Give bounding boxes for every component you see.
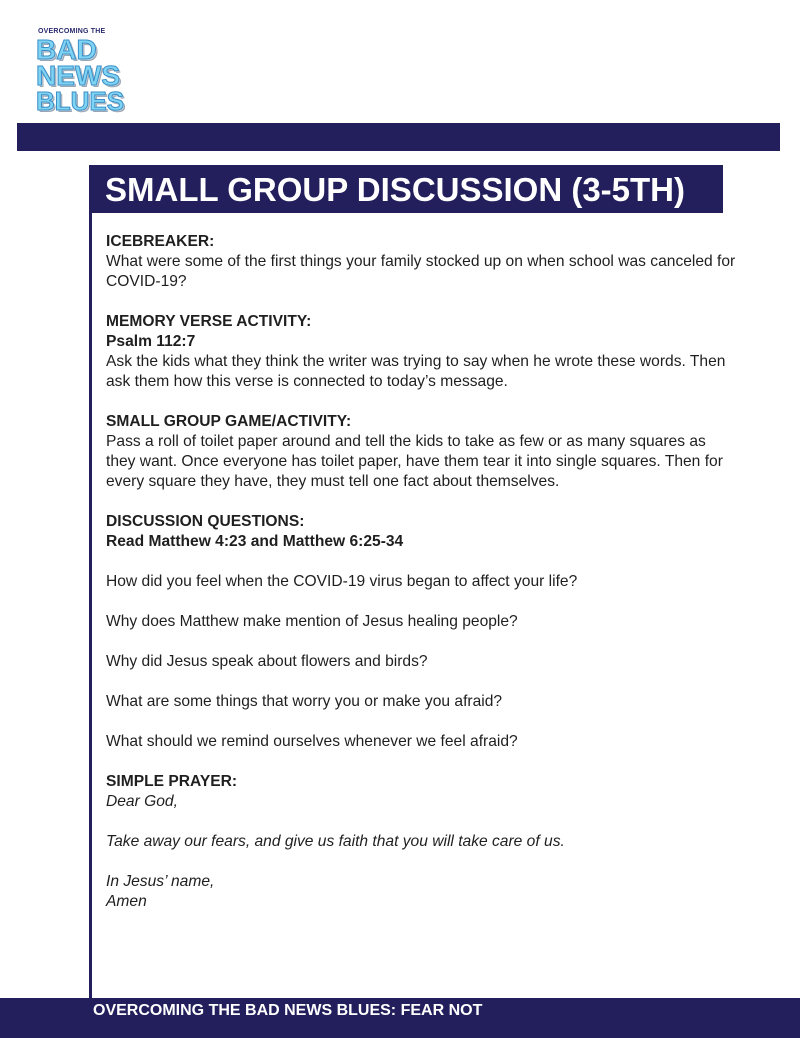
discussion-question: Why did Jesus speak about flowers and birds? <box>106 653 428 670</box>
memory-verse-section <box>106 312 736 392</box>
game-text: Pass a roll of toilet paper around and tell the kids to take as few or as many squares as they want. Once everyone has toilet paper, have them tear it into single squares. Then for every square they have, they must tell one fact about themselves. <box>106 433 723 490</box>
left-rule <box>89 165 92 1000</box>
discussion-section <box>106 512 736 752</box>
footer-band <box>0 998 800 1038</box>
memory-verse-reference: Psalm 112:7 <box>106 333 196 350</box>
icebreaker-section <box>106 232 736 292</box>
discussion-question: What should we remind ourselves whenever we feel afraid? <box>106 733 518 750</box>
memory-verse-heading: MEMORY VERSE ACTIVITY: <box>106 313 312 330</box>
prayer-body: Take away our fears, and give us faith that you will take care of us. <box>106 833 565 850</box>
prayer-heading: SIMPLE PRAYER: <box>106 773 238 790</box>
document-body <box>106 232 736 912</box>
discussion-reading: Read Matthew 4:23 and Matthew 6:25-34 <box>106 533 404 550</box>
icebreaker-text: What were some of the first things your family stocked up on when school was canceled for COVID-19? <box>106 253 736 290</box>
game-heading: SMALL GROUP GAME/ACTIVITY: <box>106 413 352 430</box>
footer-title: OVERCOMING THE BAD NEWS BLUES: FEAR NOT <box>93 1002 483 1019</box>
prayer-greeting: Dear God, <box>106 793 178 810</box>
prayer-closing-line: In Jesus’ name, <box>106 873 215 890</box>
prayer-amen: Amen <box>106 893 147 910</box>
title-banner <box>91 165 723 213</box>
logo-top-line: OVERCOMING THE <box>38 28 106 35</box>
discussion-question: What are some things that worry you or make you afraid? <box>106 693 503 710</box>
logo-word-news: NEWS <box>36 60 120 91</box>
discussion-question: Why does Matthew make mention of Jesus healing people? <box>106 613 518 630</box>
memory-verse-text: Ask the kids what they think the writer was trying to say when he wrote these words. Then ask them how this verse is connected to today’s message. <box>106 353 726 390</box>
prayer-section <box>106 772 736 912</box>
bad-news-blues-logo <box>34 28 146 118</box>
header-band <box>17 123 780 151</box>
logo-word-blues: BLUES <box>36 86 125 116</box>
logo-word-bad: BAD <box>36 34 97 65</box>
discussion-heading: DISCUSSION QUESTIONS: <box>106 513 305 530</box>
page-title: SMALL GROUP DISCUSSION (3-5TH) <box>105 171 685 208</box>
discussion-question: How did you feel when the COVID-19 virus began to affect your life? <box>106 573 578 590</box>
game-section <box>106 412 736 492</box>
icebreaker-heading: ICEBREAKER: <box>106 233 215 250</box>
